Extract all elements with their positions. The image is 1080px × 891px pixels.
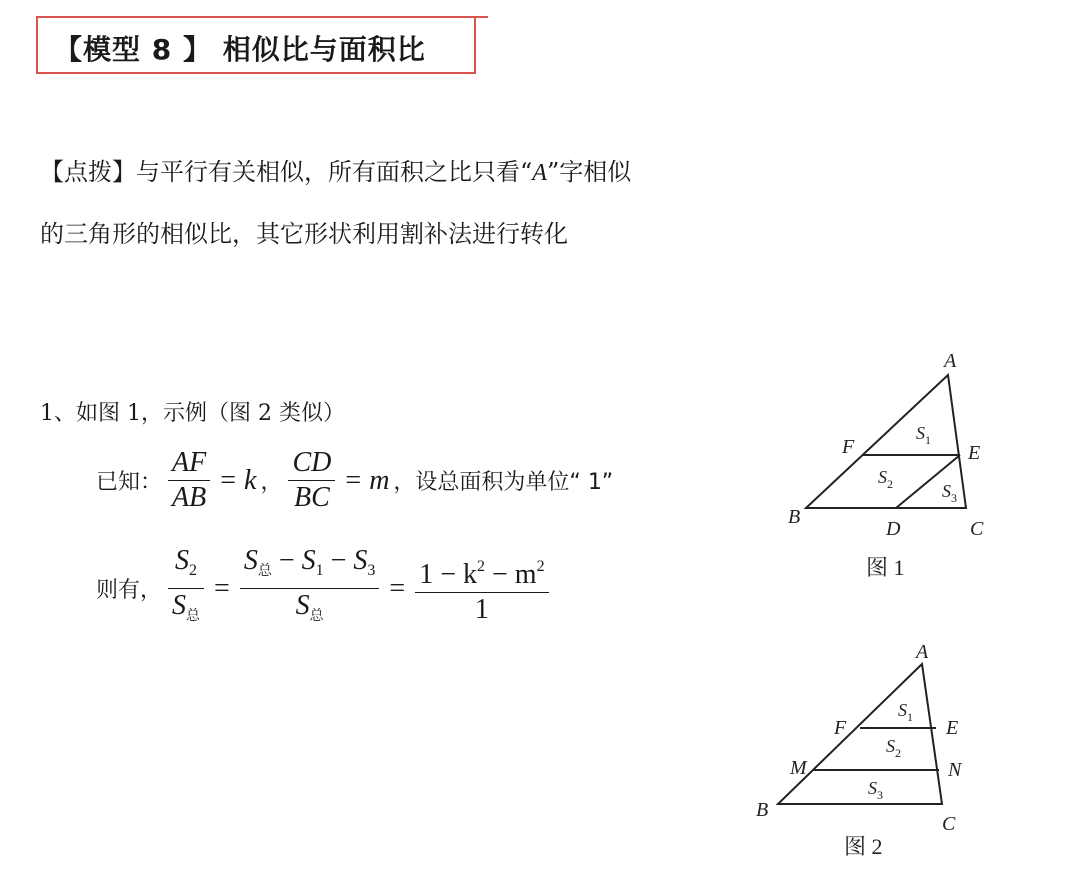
label-f: F xyxy=(834,717,847,739)
fraction-cd-bc xyxy=(288,446,335,515)
label-a: A xyxy=(944,350,957,372)
page-title: 【模型 8 】 相似比与面积比 xyxy=(54,33,426,66)
label-b: B xyxy=(788,506,801,528)
region-s3: $S_3$ xyxy=(868,778,883,802)
then-label: 则有， xyxy=(96,578,163,603)
label-c: C xyxy=(942,813,956,835)
ratio-k: k xyxy=(244,464,257,496)
ratio-m: m xyxy=(369,464,390,496)
figure-1-caption: 图 1 xyxy=(866,555,905,580)
label-n: N xyxy=(948,759,962,781)
label-f: F xyxy=(842,436,855,458)
region-s2: $S_2$ xyxy=(878,467,893,491)
label-d: D xyxy=(886,518,901,540)
given-comma: ， xyxy=(260,470,283,495)
region-s1: $S_1$ xyxy=(916,423,931,447)
tip-text-b: ”字相似 xyxy=(546,158,632,186)
tip-line-2: 的三角形的相似比，其它形状利用割补法进行转化 xyxy=(40,220,568,248)
fraction-numerator: AF xyxy=(172,447,207,478)
label-c: C xyxy=(970,518,984,540)
region-s1: $S_1$ xyxy=(898,700,913,724)
label-e: E xyxy=(968,442,981,464)
fraction-total-minus: $\frac{S_总 - S_1 - S_3}{S_总}$ xyxy=(240,544,380,633)
fraction-numerator: CD xyxy=(292,447,332,478)
given-label: 已知： xyxy=(96,470,163,495)
fraction-result: $\frac{1 - k^2 - m^2}{1}$ xyxy=(415,550,548,627)
triangle-abc xyxy=(778,664,942,804)
tip-label: 【点拨】 xyxy=(40,158,136,186)
fraction-s2-total: $\frac{S_2}{S_总}$ xyxy=(168,544,204,633)
figure-1 xyxy=(770,345,1010,585)
label-a: A xyxy=(916,641,929,663)
region-s3: $S_3$ xyxy=(942,481,957,505)
result-row: 则有， $\frac{S_2}{S_总}$ = $\frac{S_总 - S_1 - S_3}{S_总}$ = $\frac{1 - k^2 - m^2}{1}$ xyxy=(96,544,555,633)
label-e: E xyxy=(946,717,959,739)
tip-text-a: 与平行有关相似，所有面积之比只看“ xyxy=(136,158,533,186)
figure-2 xyxy=(746,636,986,876)
given-tail: ，设总面积为单位“ 1” xyxy=(393,470,614,495)
fraction-af-ab xyxy=(168,446,210,515)
example-heading: 1、如图 1，示例（图 2 类似） xyxy=(40,401,345,426)
fraction-denominator: BC xyxy=(294,482,330,513)
tip-line-1 xyxy=(40,152,631,187)
region-s2: $S_2$ xyxy=(886,736,901,760)
label-b: B xyxy=(756,799,769,821)
fraction-denominator: AB xyxy=(172,482,207,513)
tip-letter-a: A xyxy=(532,160,547,186)
figure-2-caption: 图 2 xyxy=(844,834,883,859)
label-m: M xyxy=(790,757,807,779)
given-row: 已知： $\frac{AF}{AB}$ = k ， $\frac{CD}{BC}$ = m ，设总面积为单位“ 1” xyxy=(96,447,614,513)
